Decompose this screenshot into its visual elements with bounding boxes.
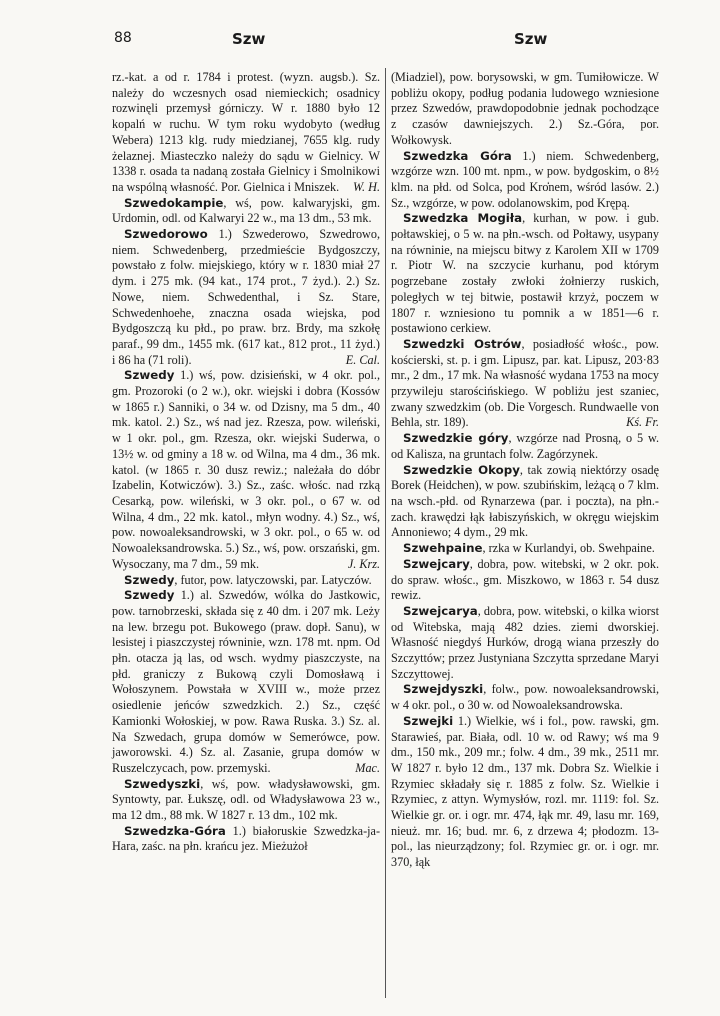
- entry-text: , wś, pow. kalwaryjski, gm. Urdomin, odl. od Kalwaryi 22 w., ma 13 dm., 53 mk.: [112, 195, 380, 226]
- dictionary-entry: [391, 682, 659, 713]
- dictionary-entry: [112, 70, 380, 196]
- entry-headword: Szwedokampie: [124, 195, 224, 210]
- entry-headword: Szwedorowo: [124, 227, 208, 242]
- entry-headword: Szwedyszki: [124, 776, 201, 791]
- entry-headword: Szwejdyszki: [403, 682, 484, 697]
- dictionary-entry: [112, 227, 380, 368]
- entry-headword: Szwedy: [124, 588, 175, 603]
- dictionary-entry: [391, 337, 659, 431]
- entry-text: , wś, pow. władysławowski, gm. Syntowty, par. Łukszę, odl. od Władysławowa 23 w., ma 12 dm., 88 mk. W 1827 r. 13 dm., 102 mk.: [112, 776, 380, 823]
- entry-signature: J. Krz.: [347, 556, 380, 571]
- entry-text: 1.) wś, pow. dzisieński, w 4 okr. pol., gm. Prozoroki (o 2 w.), okr. wiejski i dobra (Kossów w 1865 r.) Sanniki, o 34 w. od Dzisny, ma 5 dm., 40 mk. katol. 2.) Sz., wś nad jez. Rzesza, pow. wileński, w 1 okr. pol., gm. Rzesza, okr. wiejski Suderwa, o 13½ w. od gminy a 18 w. od Wilna, ma 4 dm., 36 mk. katol. (w 1865 r. 30 dusz rewiz.; należała do dóbr Izabelin, Kotwiczów). 3.) Sz., zaśc. włośc. nad rzką Cesarką, pow. wileński, w 3 okr. pol., o 67 w. od Wilna, 4 dm., 22 mk. katol., młyn wodny. 4.) Sz., wś, pow. nowoaleksandrowski, w 3 okr. pol., o 65 w. od Nowoaleksandrowska. 5.) Sz., wś, pow. orszański, gm. Wysoczany, ma 7 dm., 59 mk.: [112, 368, 380, 571]
- page-number: 88: [114, 30, 132, 46]
- dictionary-entry: [112, 824, 380, 855]
- entry-headword: Szwedzki Ostrów: [403, 336, 522, 351]
- running-head-left: Szw: [232, 30, 266, 48]
- entry-headword: Szwehpaine: [403, 541, 483, 556]
- running-head-right: Szw: [514, 30, 548, 48]
- entry-signature: E. Cal.: [345, 352, 380, 367]
- entry-headword: Szwedzkie Okopy: [403, 462, 520, 477]
- dictionary-entry: [391, 211, 659, 337]
- entry-text: , futor, pow. latyczowski, par. Latyczów.: [174, 572, 372, 587]
- entry-headword: Szwejki: [403, 713, 454, 728]
- entry-text: 1.) Wielkie, wś i fol., pow. rawski, gm. Starawieś, par. Biała, odl. 10 w. od Rawy; wś ma 9 dm., 150 mk., 209 mr.; folw. 4 dm., 39 mk., 2511 mr. W 1827 r. było 12 dm., 137 mk. Dobra Sz. Wielkie i Rzymiec składały się r. 1885 z folw. Sz. Wielkie i Rzymiec, z attyn. Wymysłów, rozl. mr. 1119: fol. Sz. Wielkie gr. or. i ogr. mr. 474, łąk mr. 49, lasu mr. 169, nieuż. mr. 16; bud. mr. 6, z drzewa 4; płodozm. 13-pol., las nieurządzony; fol. Rzymiec gr. or. i ogr. mr. 370, łąk: [391, 713, 659, 870]
- left-column: [112, 70, 380, 855]
- dictionary-entry: [391, 463, 659, 542]
- entry-text: rz.-kat. a od r. 1784 i protest. (wyzn. augsb.). Sz. należy do wczesnych osad niemieckich; osadnicy rozwinęli przemysł górniczy. W r. 1880 było 12 kopalń w ruchu. W tym roku wydobyto (według Webera) 1213 klg. rudy miedzianej, 7655 klg. rudy żelaznej. Miasteczko należy do sądu w Gielnicy. W 1338 r. osada ta nadaną została Gielnicy i Smolnikowi na wspólną własność. Por. Gielnica i Mniszek.: [112, 70, 380, 194]
- entry-headword: Szwedy: [124, 368, 175, 383]
- entry-headword: Szwedzka Góra: [403, 148, 512, 163]
- entry-text: , folw., pow. nowoaleksandrowski, w 4 okr. pol., o 30 w. od Nowoaleksandrowska.: [391, 682, 659, 713]
- entry-text: , kurhan, w pow. i gub. połtawskiej, o 5 w. na płn.-wsch. od Połtawy, usypany na równinie, na miejscu bitwy z Karolem XII w 1709 r. Piotr W. na szczycie kurhanu, pod którym pogrzebane zostały zwłoki żołnierzy ruskich, poległych w tej bitwie, postawił krzyż, poczem w 1807 r. wzniesiono tu pomnik a w 1851—6 r. postawiono cerkiew.: [391, 211, 659, 336]
- dictionary-entry: [391, 557, 659, 604]
- right-column: [391, 70, 659, 871]
- entry-signature: Mac.: [355, 760, 380, 775]
- dictionary-entry: [391, 604, 659, 683]
- entry-headword: Szwedzka Mogiła: [403, 211, 523, 226]
- entry-text: 1.) Szwederowo, Szwedrowo, niem. Schwedenberg, przedmieście Bydgoszczy, powstało z folw. miejskiego, który w r. 1830 miał 27 dym. i 275 mk. (94 kat., 174 prot., 7 żyd.). 2.) Sz. Nowe, niem. Schwedenthal, i Sz. Stare, Schwedenhoehe, znaczna osada wiejska, pod Bydgoszczą ku płd., po praw. brz. Brdy, ma szkołę paraf., 99 dm., 1455 mk. (617 kat., 812 prot., 11 żyd.) i 86 ha (71 roli).: [112, 227, 380, 367]
- dictionary-entry: [112, 777, 380, 824]
- dictionary-entry: [112, 588, 380, 776]
- entry-text: 1.) al. Szwedów, wólka do Jastkowic, pow. tarnobrzeski, składa się z 40 dm. i 207 mk. Leży na lew. brzegu pot. Bukowego (praw. dopł. Sanu), w lesistej i piaszczystej równinie, wzn. 178 mt. npm. Od płn. otacza ją las, od wsch. wydmy piaszczyste, na płd. graniczy z Bukową czyli Domosławą i Wołoszynem. Powstała w XVIII w., może przez osiedlenie jeńców szwedzkich. 2.) Sz., część Kamionki Wołoskiej, w pow. Rawa Ruska. 3.) Sz. al. Na Szwedach, grupa domów w Semerówce, pow. jaworowski. 4.) Sz. al. Zasanie, grupa domów w Ruszelczycach, pow. przemyski.: [112, 588, 380, 775]
- dictionary-entry: [112, 368, 380, 572]
- dictionary-entry: [391, 70, 659, 149]
- entry-headword: Szwedzkie góry: [403, 431, 509, 446]
- dictionary-entry: [112, 573, 380, 589]
- entry-text: 1.) niem. Schwedenberg, wzgórze wzn. 100 mt. npm., w pow. bydgoskim, o 8½ klm. na płd. od Solca, pod Kro̒nem, wśród lasów. 2.) Sz., wzgórze, w pow. odolanowskim, pod Krępą.: [391, 148, 660, 210]
- entry-text: 1.) białoruskie Szwedzka-ja-Hara, zaśc. na płn. krańcu jez. Mieżużoł: [112, 823, 380, 854]
- entry-headword: Szwedzka-Góra: [124, 823, 226, 838]
- dictionary-entry: [391, 714, 659, 871]
- entry-headword: Szwejcary: [403, 556, 470, 571]
- dictionary-entry: [391, 149, 659, 212]
- column-divider: [385, 68, 386, 998]
- dictionary-entry: [112, 196, 380, 227]
- entry-text: , dobra, pow. witebski, o kilka wiorst od Witebska, mają 482 dzies. ziemi dworskiej. Własność niegdyś Hurków, drogą wiana przeszły do Szczyttów; przez Justyniana Szczytta sprzedane Maryi Szczyttowej.: [391, 603, 659, 681]
- entry-text: , wzgórze nad Prosną, o 5 w. od Kalisza, na gruntach folw. Zagórzynek.: [391, 431, 659, 461]
- entry-text: , rzka w Kurlandyi, ob. Swehpaine.: [482, 541, 655, 556]
- entry-text: , tak zowią niektórzy osadę Borek (Heidchen), w pow. szubińskim, leżącą o 7 klm. na wsch.-płd. od Rynarzewa (par. i poczta), na płn.-zach. krawędzi łąk łabiszyńskich, w okręgu wiejskim Annoniewo; 4 dym., 29 mk.: [391, 462, 659, 540]
- entry-headword: Szwejcarya: [403, 603, 478, 618]
- entry-text: (Miadziel), pow. borysowski, w gm. Tumiłowicze. W pobliżu okopy, podług podania ludowego wzniesione przez Szwedów, prawdopodobnie jednak pochodzące z czasów dawniejszych. 2.) Sz.-Góra, por. Wołkowysk.: [391, 70, 659, 147]
- entry-signature: Kś. Fr.: [626, 415, 659, 430]
- dictionary-entry: [391, 541, 659, 557]
- entry-text: , dobra, pow. witebski, w 2 okr. pok. do spraw. włośc., gm. Miszkowo, w 1863 r. 54 dusz rewiz.: [391, 556, 659, 603]
- dictionary-entry: [391, 431, 659, 462]
- entry-signature: W. H.: [353, 179, 380, 194]
- entry-headword: Szwedy: [124, 572, 175, 587]
- entry-text: , posiadłość włośc., pow. kościerski, st. p. i gm. Lipusz, par. kat. Lipusz, 203·83 mr., 2 dm., 17 mk. Na własność wydana 1753 na mocy przywileju starościńskiego. W pobliżu jest szaniec, zwany szwedzkim (ob. Die Vorgesch. Rundwaelle von Behla, str. 189).: [391, 336, 659, 430]
